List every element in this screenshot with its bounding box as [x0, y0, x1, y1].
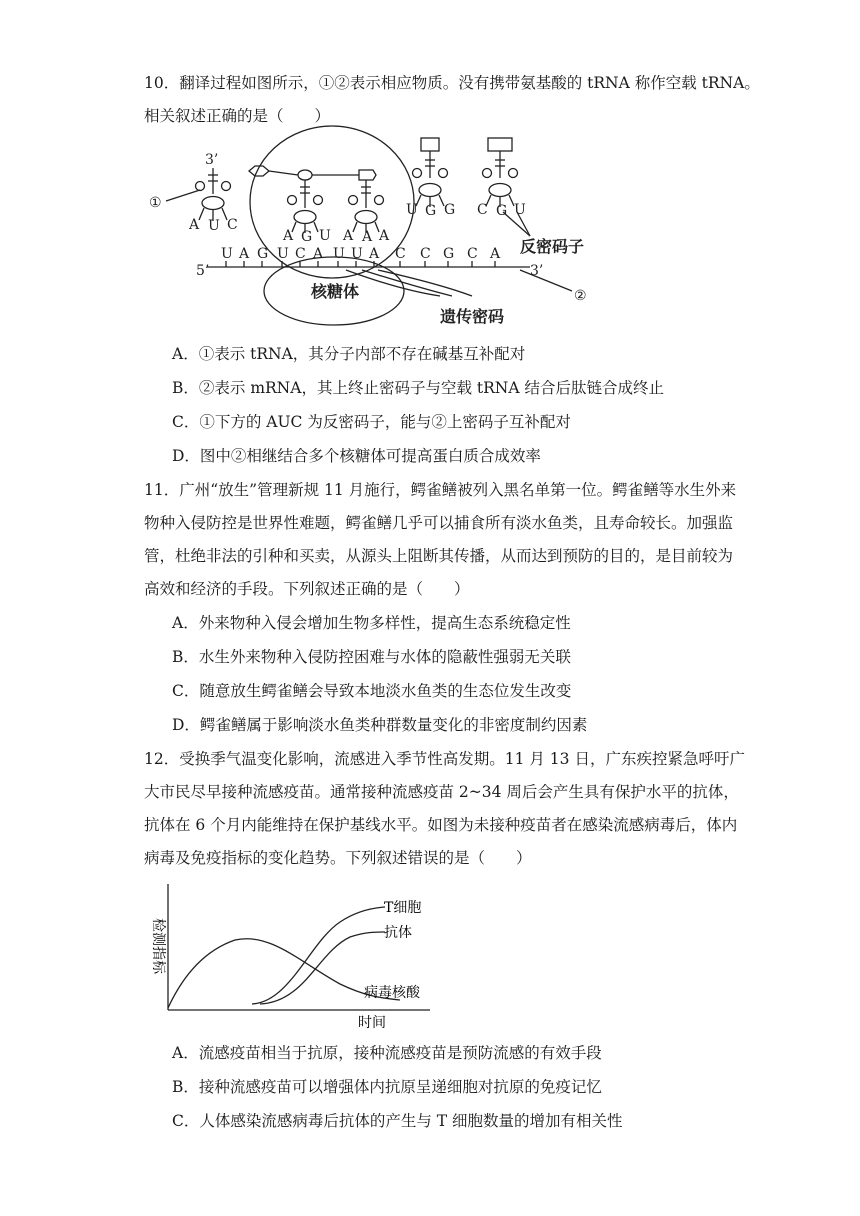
q11-option-d[interactable]: D．鳄雀鳝属于影响淡水鱼类种群数量变化的非密度制约因素 [172, 716, 588, 734]
anticodon-base-2-1: A [362, 229, 373, 245]
anticodon-base-4-1: G [496, 203, 508, 219]
mrna-base-1: A [239, 246, 250, 262]
mrna-base-7: U [351, 246, 363, 262]
anticodon-base-0-2: C [227, 217, 238, 233]
q12-stem-line2: 大市民尽早接种流感疫苗。通常接种流感疫苗 2~34 周后会产生具有保护水平的抗体， [144, 783, 739, 801]
mrna-base-4: C [295, 246, 306, 262]
mrna-bases [221, 246, 501, 262]
mrna-base-10: C [420, 246, 431, 262]
anticodon-base-0-1: U [208, 218, 220, 234]
q12-option-b[interactable]: B．接种流感疫苗可以增强体内抗原呈递细胞对抗原的免疫记忆 [172, 1078, 602, 1096]
q10-stem-line1: 10．翻译过程如图所示，①②表示相应物质。没有携带氨基酸的 tRNA 称作空载 tRNA。 [144, 74, 760, 92]
q10-option-b[interactable]: B．②表示 mRNA，其上终止密码子与空载 tRNA 结合后肽链合成终止 [172, 379, 664, 397]
codon-label: 遗传密码 [440, 307, 505, 326]
anticodon-base-3-2: G [444, 202, 456, 218]
circle-label-1: ① [149, 195, 162, 211]
end-5-label: 5’ [196, 263, 210, 279]
q10-stem-line2: 相关叙述正确的是（ ） [144, 107, 331, 125]
t-cell-label: T细胞 [384, 900, 422, 916]
anticodon-base-1-0: A [283, 228, 294, 244]
translation-diagram [0, 0, 860, 340]
immune-response-graph [140, 872, 440, 1032]
end-3-label-mrna: 3’ [530, 263, 544, 279]
mrna-base-2: G [257, 246, 269, 262]
anticodon-base-1-2: U [319, 228, 331, 244]
q12-stem-line4: 病毒及免疫指标的变化趋势。下列叙述错误的是（ ） [144, 849, 532, 867]
q10-option-a[interactable]: A．①表示 tRNA，其分子内部不存在碱基互补配对 [172, 345, 526, 363]
mrna-base-5: A [313, 246, 324, 262]
mrna-base-9: C [395, 246, 406, 262]
anticodon-base-2-2: A [379, 228, 390, 244]
q12-option-c[interactable]: C．人体感染流感病毒后抗体的产生与 T 细胞数量的增加有相关性 [172, 1112, 623, 1130]
mrna-base-0: U [221, 246, 233, 262]
circle-label-2: ② [574, 288, 587, 304]
anticodon-base-4-0: C [477, 202, 488, 218]
anticodon-base-3-0: U [406, 202, 418, 218]
q10-option-d[interactable]: D．图中②相继结合多个核糖体可提高蛋白质合成效率 [172, 447, 541, 465]
anticodon-base-1-1: G [301, 229, 313, 245]
mrna-base-13: A [490, 246, 501, 262]
q11-option-a[interactable]: A．外来物种入侵会增加生物多样性，提高生态系统稳定性 [172, 614, 571, 632]
q12-stem-line1: 12．受换季气温变化影响，流感进入季节性高发期。11 月 13 日，广东疾控紧急呼吁广 [144, 750, 745, 768]
q11-option-b[interactable]: B．水生外来物种入侵防控困难与水体的隐蔽性强弱无关联 [172, 648, 571, 666]
mrna-base-6: U [333, 246, 345, 262]
q11-option-c[interactable]: C．随意放生鳄雀鳝会导致本地淡水鱼类的生态位发生改变 [172, 682, 572, 700]
mrna-base-8: A [369, 246, 380, 262]
ribosome-label: 核糖体 [311, 282, 360, 301]
anticodon-base-3-1: G [425, 203, 437, 219]
anticodon-label: 反密码子 [520, 237, 585, 256]
virus-label: 病毒核酸 [364, 985, 420, 1001]
x-axis-label: 时间 [358, 1015, 386, 1031]
mrna-base-11: G [443, 246, 455, 262]
q11-stem-line1: 11．广州“放生”管理新规 11 月施行，鳄雀鳝被列入黑名单第一位。鳄雀鳝等水生外来 [144, 481, 737, 499]
q12-option-a[interactable]: A．流感疫苗相当于抗原，接种流感疫苗是预防流感的有效手段 [172, 1044, 602, 1062]
anticodon-base-2-0: A [343, 228, 354, 244]
anticodon-base-4-2: U [514, 202, 526, 218]
end-3-label-trna: 3’ [205, 152, 219, 168]
anticodon-base-0-0: A [189, 217, 200, 233]
antibody-label: 抗体 [384, 925, 412, 941]
q11-stem-line3: 管，杜绝非法的引种和买卖，从源头上阻断其传播，从而达到预防的目的，是目前较为 [144, 547, 734, 565]
q12-stem-line3: 抗体在 6 个月内能维持在保护基线水平。如图为未接种疫苗者在感染流感病毒后，体内 [144, 816, 738, 834]
mrna-base-3: U [277, 246, 289, 262]
mrna-base-12: C [467, 246, 478, 262]
q11-stem-line4: 高效和经济的手段。下列叙述正确的是（ ） [144, 580, 470, 598]
y-axis-label: 检测指标 [150, 918, 166, 974]
q11-stem-line2: 物种入侵防控是世界性难题，鳄雀鳝几乎可以捕食所有淡水鱼类，且寿命较长。加强监 [144, 514, 734, 532]
q10-option-c[interactable]: C．①下方的 AUC 为反密码子，能与②上密码子互补配对 [172, 413, 571, 431]
